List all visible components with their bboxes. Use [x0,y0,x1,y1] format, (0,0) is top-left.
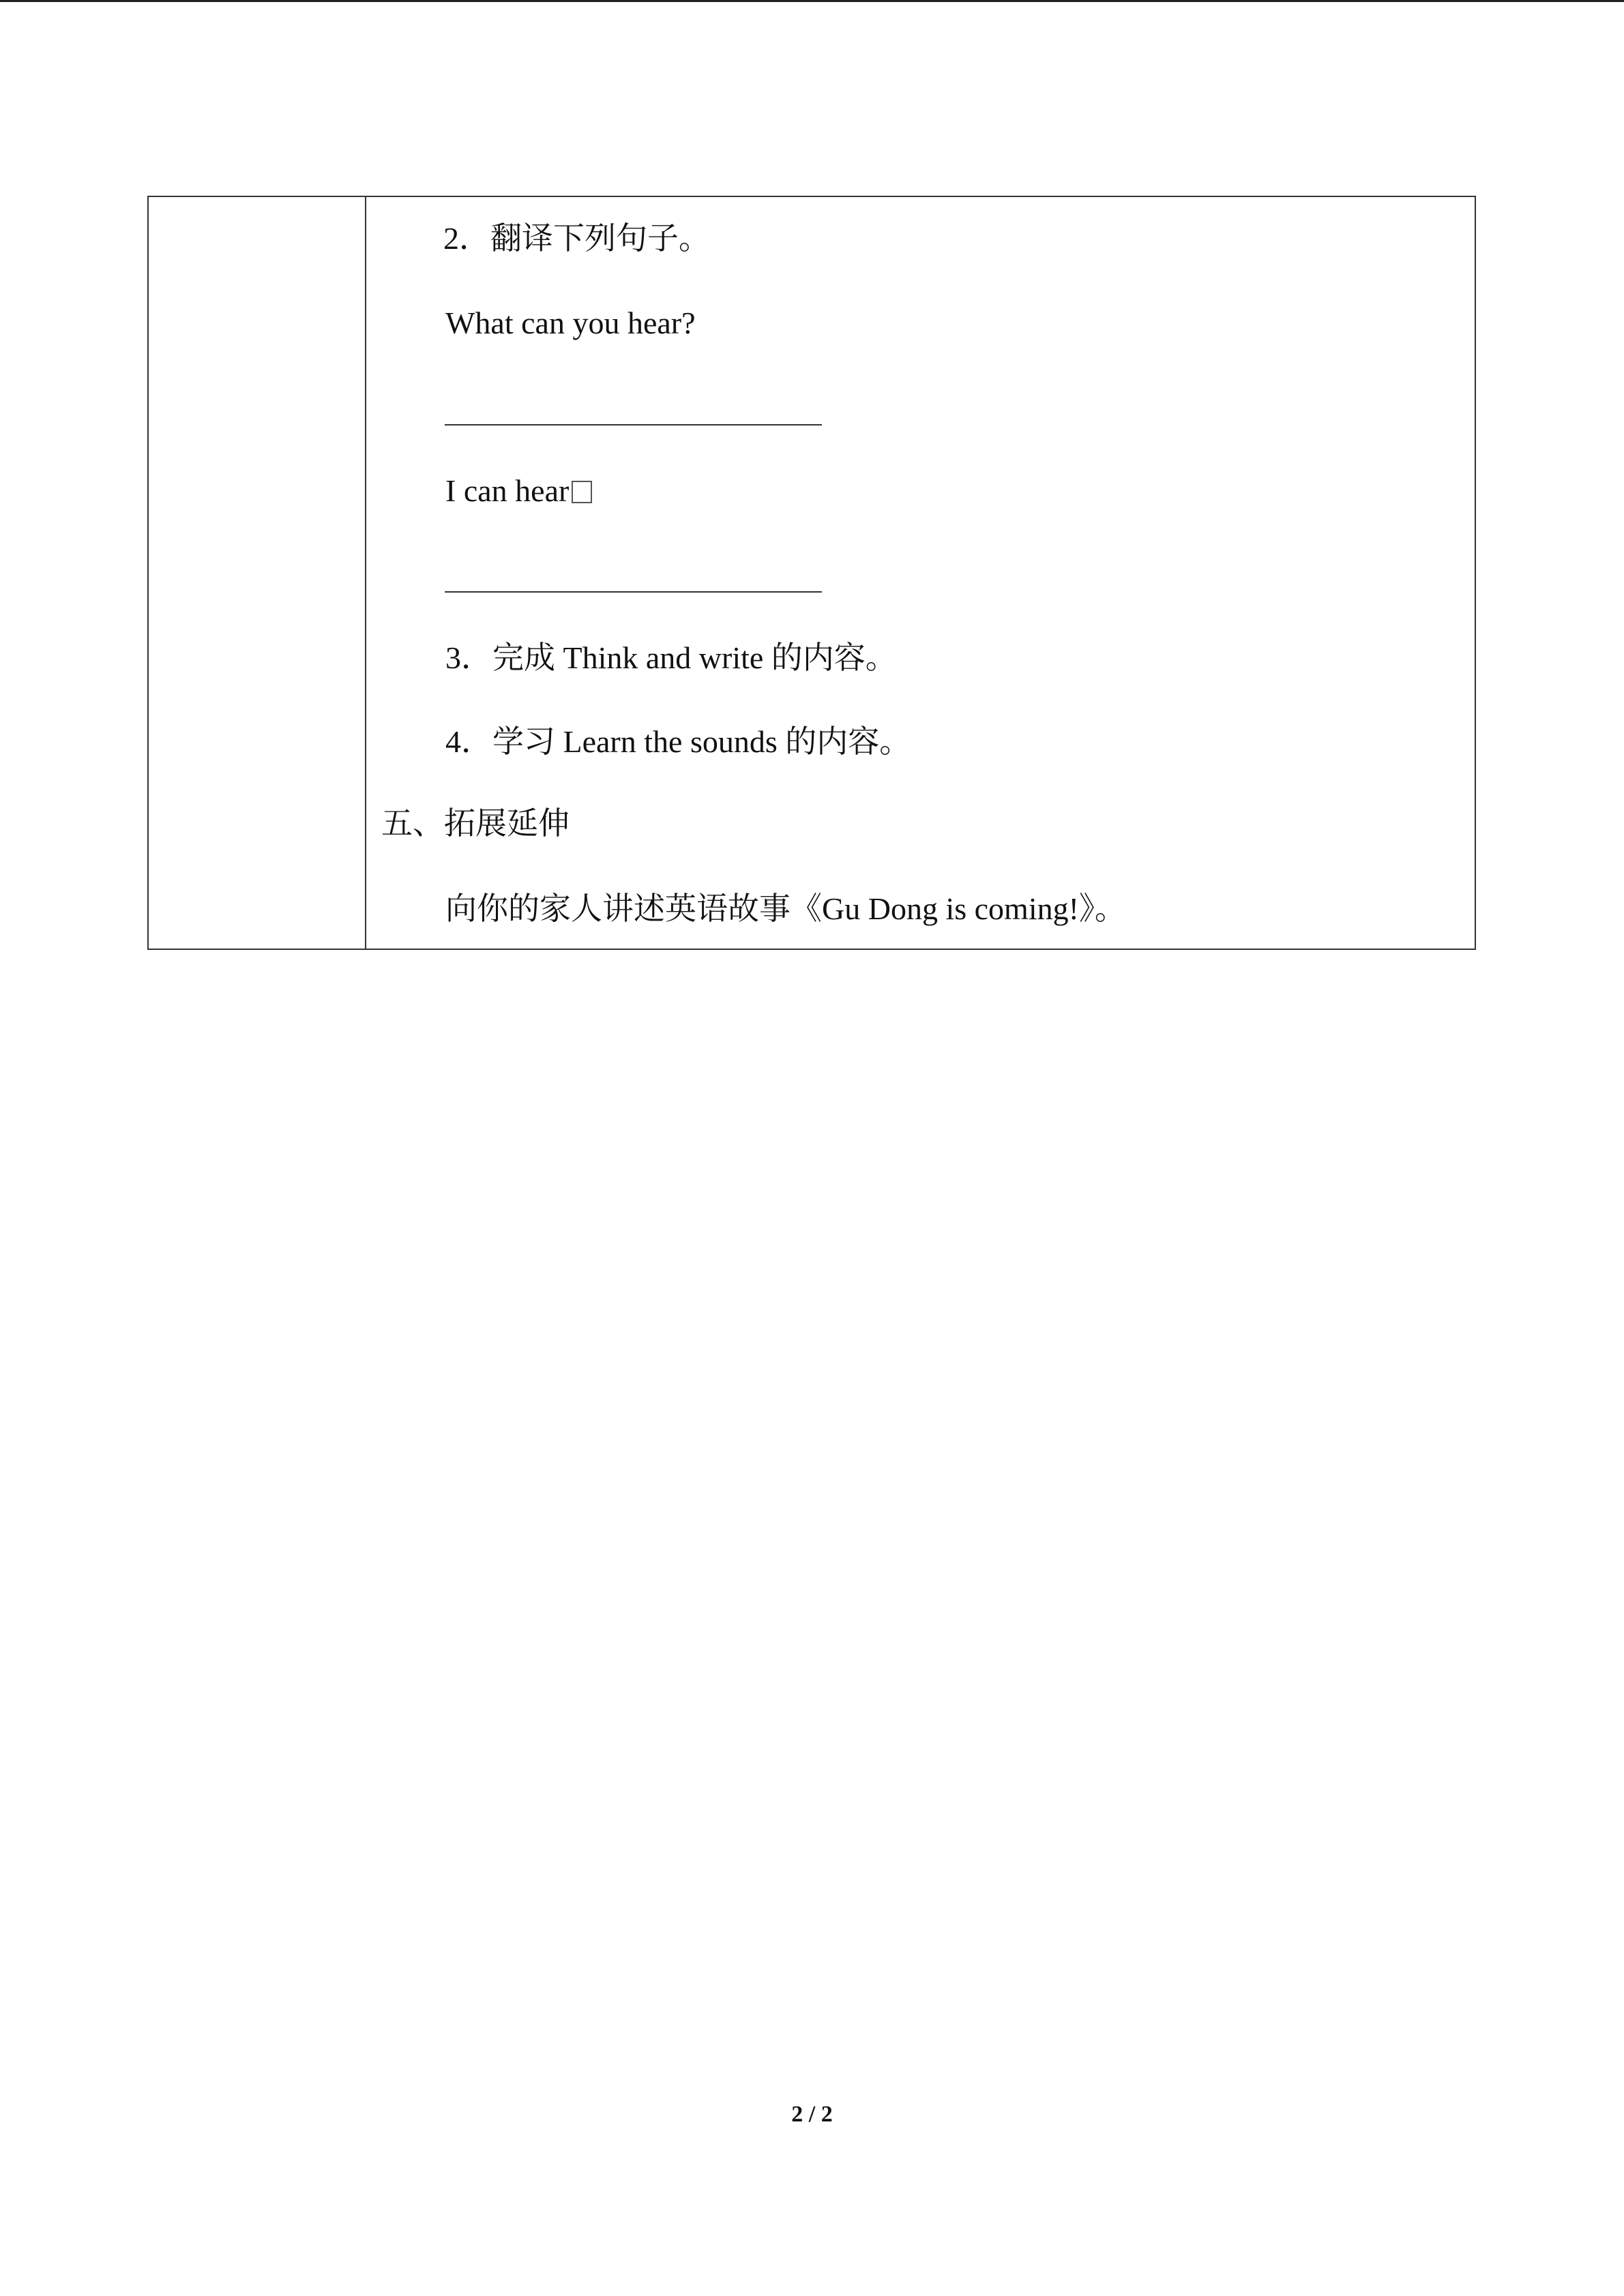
answer-blank-2[interactable] [445,591,822,593]
page-top-rule [0,0,1624,2]
sentence-what-can-you-hear: What can you hear? [445,305,696,340]
answer-blank-1[interactable] [445,424,822,426]
item-2-title: 2．翻译下列句子。 [443,221,710,256]
item-3: 3．完成 Think and write 的内容。 [445,640,897,675]
table-column-divider [365,197,366,949]
sentence-i-can-hear: I can hear [445,472,592,510]
section-5-heading: 五、拓展延伸 [381,806,570,841]
item-4: 4．学习 Learn the sounds 的内容。 [445,724,911,759]
placeholder-box-glyph [572,481,592,503]
section-5-body: 向你的家人讲述英语故事《Gu Dong is coming!》。 [445,891,1126,926]
page-number: 2 / 2 [791,2102,833,2127]
worksheet-table [147,196,1476,950]
